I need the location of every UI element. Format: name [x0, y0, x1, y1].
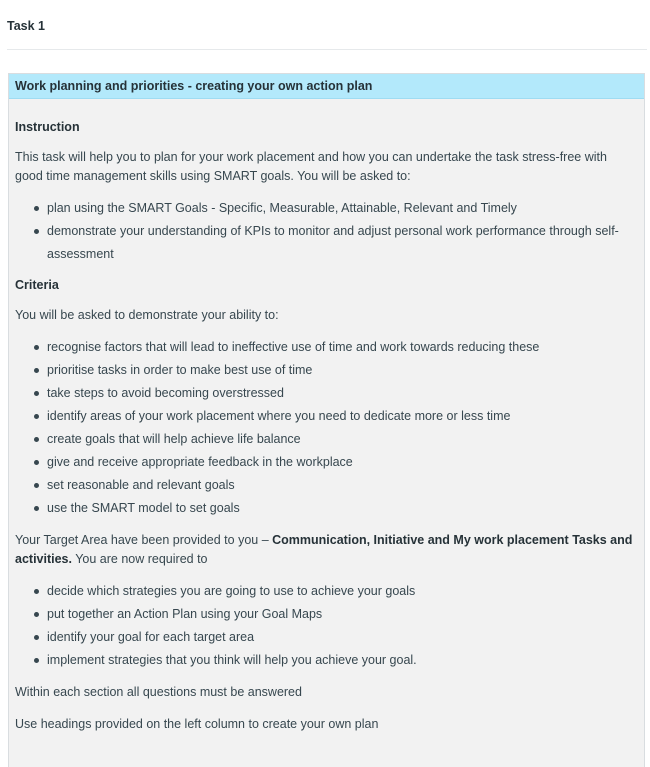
- list-item: plan using the SMART Goals - Specific, Measurable, Attainable, Relevant and Timely: [15, 197, 638, 220]
- criteria-intro: You will be asked to demonstrate your ability to:: [15, 308, 279, 322]
- target-suffix: You are now required to: [71, 552, 208, 566]
- target-paragraph: [15, 531, 638, 569]
- criteria-list: [15, 336, 638, 520]
- closing-line-1: Within each section all questions must be answered: [15, 685, 302, 699]
- list-item: give and receive appropriate feedback in the workplace: [15, 451, 638, 474]
- list-item: use the SMART model to set goals: [15, 497, 638, 520]
- card-header: [9, 74, 644, 99]
- list-item: take steps to avoid becoming overstressed: [15, 382, 638, 405]
- card-title: Work planning and priorities - creating your own action plan: [15, 79, 373, 93]
- list-item: identify areas of your work placement where you need to dedicate more or less time: [15, 405, 638, 428]
- instruction-intro: This task will help you to plan for your work placement and how you can undertake the task stress-free with good time management skills using SMART goals. You will be asked to:: [15, 150, 607, 183]
- instruction-list: [15, 197, 638, 266]
- list-item: put together an Action Plan using your Goal Maps: [15, 603, 638, 626]
- card-body: [9, 119, 644, 734]
- list-item: identify your goal for each target area: [15, 626, 638, 649]
- list-item: recognise factors that will lead to ineffective use of time and work towards reducing these: [15, 336, 638, 359]
- task-card: [8, 73, 645, 767]
- list-item: decide which strategies you are going to use to achieve your goals: [15, 580, 638, 603]
- closing-line-2: Use headings provided on the left column to create your own plan: [15, 717, 379, 731]
- list-item: implement strategies that you think will help you achieve your goal.: [15, 649, 638, 672]
- task-header: [7, 18, 647, 50]
- instruction-heading: Instruction: [15, 120, 80, 134]
- list-item: demonstrate your understanding of KPIs to monitor and adjust personal work performance through self-assessment: [15, 220, 638, 266]
- criteria-heading: Criteria: [15, 278, 59, 292]
- target-areas: Communication, Initiative and My work placement Tasks and activities.: [15, 533, 633, 566]
- target-prefix: Your Target Area have been provided to you –: [15, 533, 273, 547]
- list-item: set reasonable and relevant goals: [15, 474, 638, 497]
- task-title: Task 1: [7, 19, 45, 33]
- target-list: [15, 580, 638, 672]
- list-item: prioritise tasks in order to make best use of time: [15, 359, 638, 382]
- list-item: create goals that will help achieve life balance: [15, 428, 638, 451]
